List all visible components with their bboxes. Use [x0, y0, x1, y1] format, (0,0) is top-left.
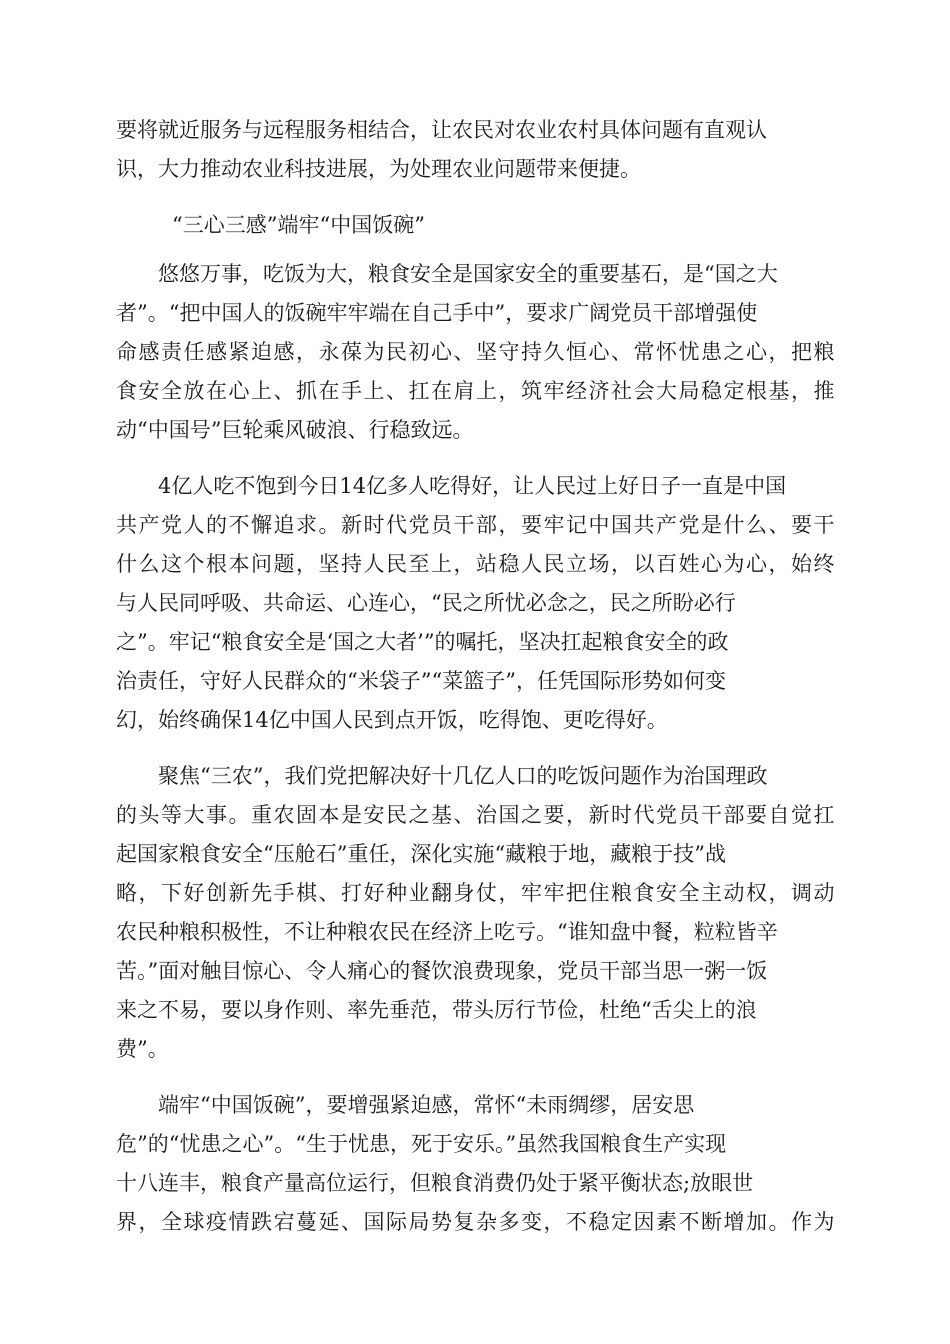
- text-line: 十八连丰，粮食产量高位运行，但粮食消费仍处于紧平衡状态;放眼世: [116, 1171, 754, 1195]
- text-line: 农民种粮积极性，不让种粮农民在经济上吃亏。“谁知盘中餐，粒粒皆辛: [116, 920, 778, 944]
- text-line: 略，下好创新先手棋、打好种业翻身仗，牢牢把住粮食安全主动权，调动: [116, 881, 836, 905]
- text-line: 界，全球疫情跌宕蔓延、国际局势复杂多变，不稳定因素不断增加。作为: [116, 1210, 836, 1234]
- text-line: 起国家粮食安全“压舱石”重任，深化实施“藏粮于地，藏粮于技”战: [116, 842, 726, 866]
- section-heading: “三心三感”端牢“中国饭碗”: [172, 213, 425, 237]
- text-line: 与人民同呼吸、共命运、心连心，“民之所忧必念之，民之所盼必行: [116, 591, 736, 615]
- text-line: 来之不易，要以身作则、率先垂范，带头厉行节俭，杜绝“舌尖上的浪: [116, 998, 757, 1022]
- text-line: 动“中国号”巨轮乘风破浪、行稳致远。: [116, 418, 474, 442]
- text-line: 苦。”面对触目惊心、令人痛心的餐饮浪费现象，党员干部当思一粥一饭: [116, 959, 768, 983]
- text-line: 费”。: [116, 1037, 169, 1061]
- text-line: 什么这个根本问题，坚持人民至上，站稳人民立场，以百姓心为心，始终: [116, 552, 836, 576]
- text-line: 要将就近服务与远程服务相结合，让农民对农业农村具体问题有直观认: [116, 118, 767, 142]
- text-line: 的头等大事。重农固本是安民之基、治国之要，新时代党员干部要自觉扛: [116, 803, 836, 827]
- text-line: 危”的“忧患之心”。“生于忧患，死于安乐。”虽然我国粮食生产实现: [116, 1132, 727, 1156]
- text-line: 共产党人的不懈追求。新时代党员干部，要牢记中国共产党是什么、要干: [116, 513, 836, 537]
- text-line: 幻，始终确保14亿中国人民到点开饭，吃得饱、更吃得好。: [116, 708, 668, 732]
- text-line: 4亿人吃不饱到今日14亿多人吃得好，让人民过上好日子一直是中国: [158, 474, 787, 498]
- text-line: 者”。“把中国人的饭碗牢牢端在自己手中”，要求广阔党员干部增强使: [116, 301, 758, 325]
- text-line: 命感责任感紧迫感，永葆为民初心、坚守持久恒心、常怀忧患之心，把粮: [116, 340, 836, 364]
- text-line: 之”。牢记“粮食安全是‘国之大者’”的嘱托，坚决扛起粮食安全的政: [116, 630, 729, 654]
- text-line: 治责任，守好人民群众的“米袋子”“菜篮子”，任凭国际形势如何变: [116, 669, 726, 693]
- text-line: 端牢“中国饭碗”，要增强紧迫感，常怀“未雨绸缪，居安思: [158, 1093, 695, 1117]
- text-line: 悠悠万事，吃饭为大，粮食安全是国家安全的重要基石，是“国之大: [158, 262, 778, 286]
- document-body: [116, 0, 836, 1344]
- text-line: 聚焦“三农”，我们党把解决好十几亿人口的吃饭问题作为治国理政: [158, 764, 768, 788]
- text-line: 识，大力推动农业科技进展，为处理农业问题带来便捷。: [116, 157, 641, 181]
- text-line: 食安全放在心上、抓在手上、扛在肩上，筑牢经济社会大局稳定根基，推: [116, 379, 836, 403]
